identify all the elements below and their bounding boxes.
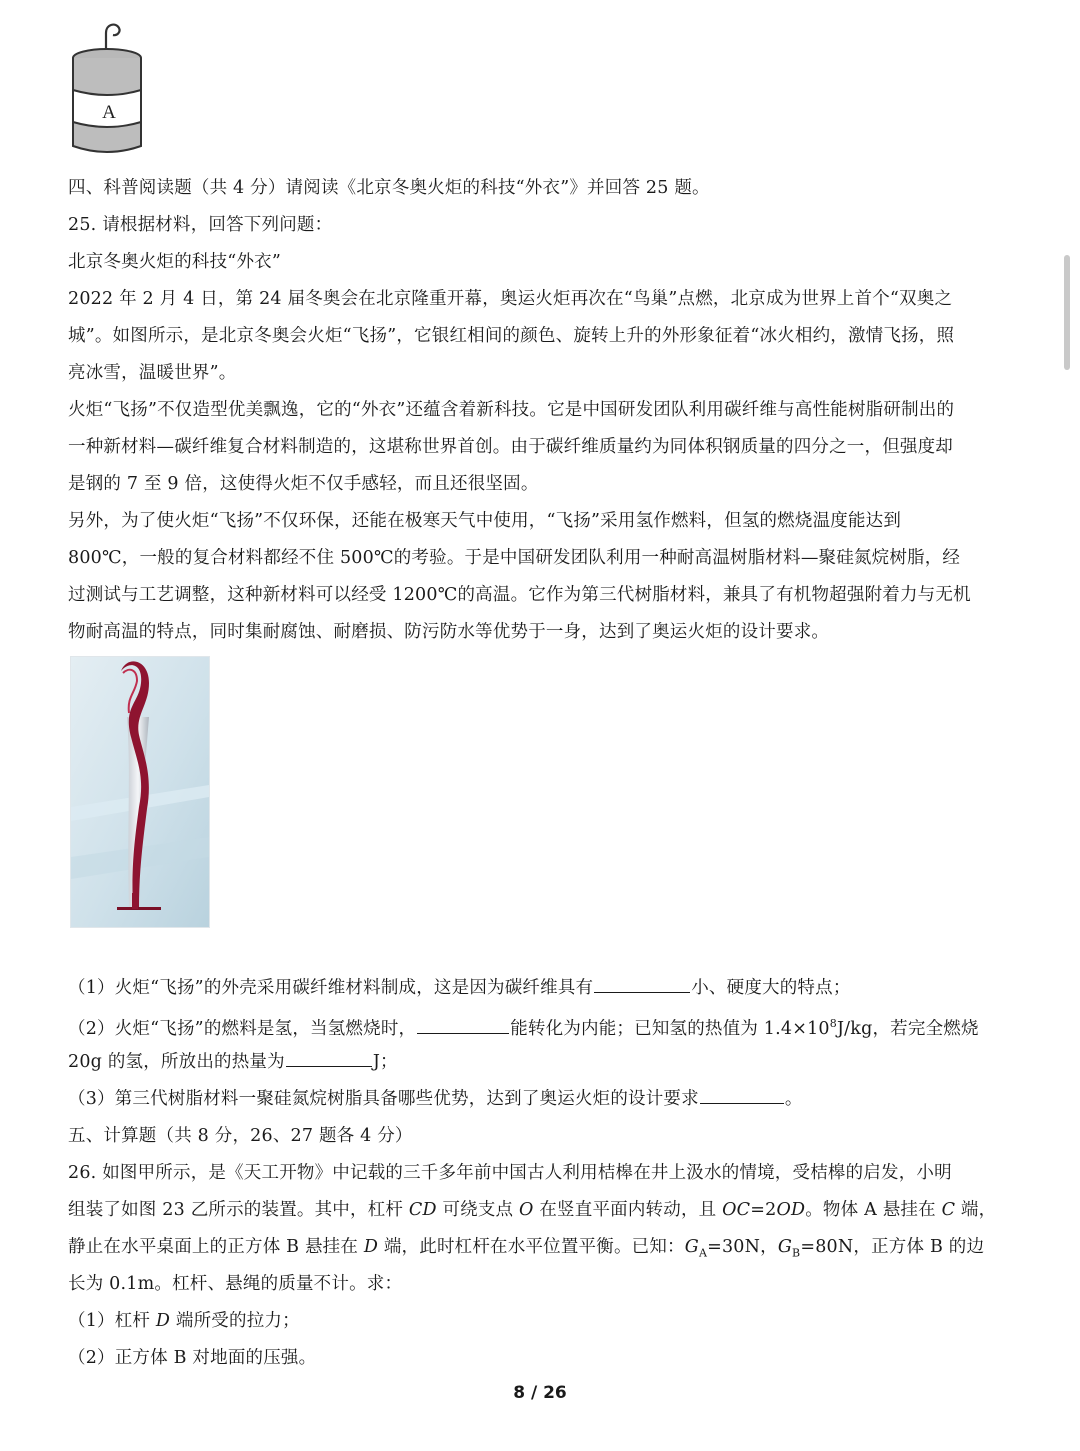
para2-line1: 火炬“飞扬”不仅造型优美飘逸，它的“外衣”还蕴含着新科技。它是中国研发团队利用碳纤维与高性能树脂研制出的 xyxy=(68,400,955,420)
cylinder-a-figure xyxy=(66,18,152,158)
q26-line2: 组装了如图 23 乙所示的装置。其中，杠杆 CD 可绕支点 O 在竖直平面内转动，且 OC=2OD。物体 A 悬挂在 C 端， xyxy=(68,1200,997,1220)
q26-sub2: （2）正方体 B 对地面的压强。 xyxy=(68,1348,317,1368)
answer-blank-2[interactable] xyxy=(417,1015,509,1034)
page-number: 8 / 26 xyxy=(513,1383,567,1403)
para3-line3: 过测试与工艺调整，这种新材料可以经受 1200℃的高温。它作为第三代树脂材料，兼具了有机物超强附着力与无机 xyxy=(68,585,971,605)
q25-sub3: （3）第三代树脂材料一聚硅氮烷树脂具备哪些优势，达到了奥运火炬的设计要求 。 xyxy=(68,1085,1028,1112)
para3-line1: 另外，为了使火炬“飞扬”不仅环保，还能在极寒天气中使用，“飞扬”采用氢作燃料，但氢的燃烧温度能达到 xyxy=(68,511,902,531)
section-5-heading: 五、计算题（共 8 分，26、27 题各 4 分） xyxy=(68,1126,413,1146)
para1-line2: 城”。如图所示，是北京冬奥会火炬“飞扬”，它银红相间的颜色、旋转上升的外形象征着“冰火相约，激情飞扬，照 xyxy=(68,326,955,346)
section-4-heading: 四、科普阅读题（共 4 分）请阅读《北京冬奥火炬的科技“外衣”》并回答 25 题。 xyxy=(68,178,710,198)
para3-line4: 物耐高温的特点，同时集耐腐蚀、耐磨损、防污防水等优势于一身，达到了奥运火炬的设计要求。 xyxy=(68,622,830,642)
cylinder-a-label: A xyxy=(102,102,116,123)
q25-intro: 25. 请根据材料，回答下列问题： xyxy=(68,215,333,235)
answer-blank-3[interactable] xyxy=(286,1048,372,1067)
q26-line1: 26. 如图甲所示，是《天工开物》中记载的三千多年前中国古人利用桔槔在井上汲水的情境，受桔槔的启发，小明 xyxy=(68,1163,952,1183)
article-title: 北京冬奥火炬的科技“外衣” xyxy=(68,252,281,272)
torch-photo xyxy=(70,656,210,928)
q26-line4: 长为 0.1m。杠杆、悬绳的质量不计。求： xyxy=(68,1274,403,1294)
answer-blank-4[interactable] xyxy=(700,1085,784,1104)
q25-sub2-line1: （2）火炬“飞扬”的燃料是氢，当氢燃烧时， 能转化为内能；已知氢的热值为 $1.4\times 10^8J/kg$，若完全燃烧 xyxy=(68,1011,1028,1042)
q25-sub2-line2: 20g 的氢，所放出的热量为 J； xyxy=(68,1048,1028,1075)
q25-sub1: （1）火炬“飞扬”的外壳采用碳纤维材料制成，这是因为碳纤维具有 小、硬度大的特点； xyxy=(68,974,1028,1001)
answer-blank-1[interactable] xyxy=(594,974,690,993)
q26-sub1: （1）杠杆 D 端所受的拉力； xyxy=(68,1311,300,1331)
para1-line3: 亮冰雪，温暖世界”。 xyxy=(68,363,237,383)
scrollbar-thumb[interactable] xyxy=(1064,255,1070,370)
para2-line2: 一种新材料—碳纤维复合材料制造的，这堪称世界首创。由于碳纤维质量约为同体积钢质量的四分之一，但强度却 xyxy=(68,437,953,457)
para2-line3: 是钢的 7 至 9 倍，这使得火炬不仅手感轻，而且还很坚固。 xyxy=(68,474,539,494)
q26-line3: 静止在水平桌面上的正方体 B 悬挂在 D 端，此时杠杆在水平位置平衡。已知：$G_A=30N$，$G_B=80N$，正方体 B 的边 xyxy=(68,1237,985,1260)
para3-line2: 800℃，一般的复合材料都经不住 500℃的考验。于是中国研发团队利用一种耐高温树脂材料—聚硅氮烷树脂，经 xyxy=(68,548,961,568)
para1-line1: 2022 年 2 月 4 日，第 24 届冬奥会在北京隆重开幕，奥运火炬再次在“鸟巢”点燃，北京成为世界上首个“双奥之 xyxy=(68,289,953,309)
